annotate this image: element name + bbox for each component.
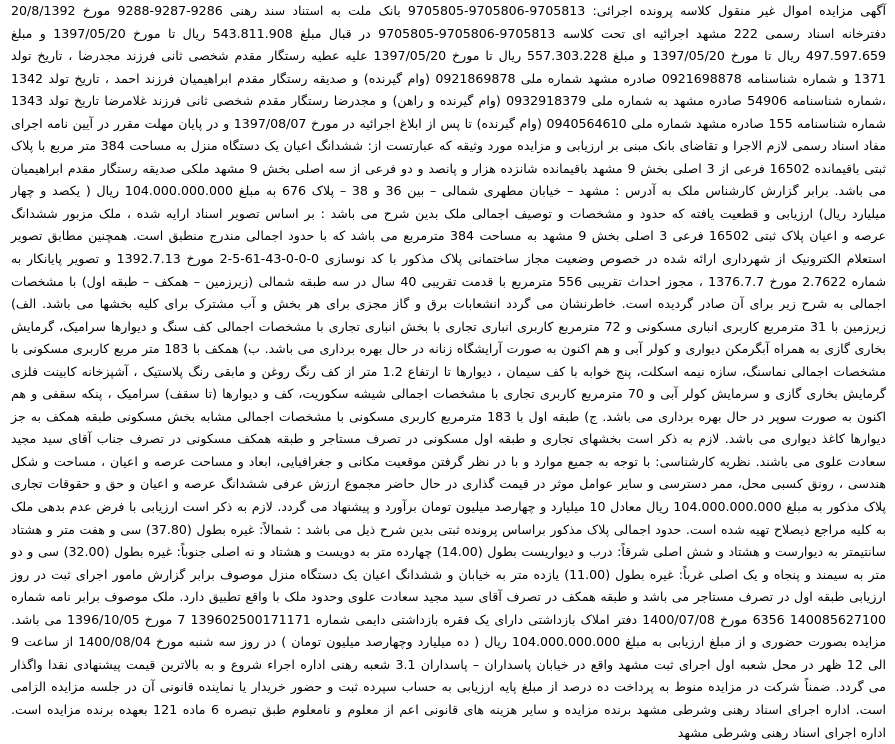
auction-notice-text: آگهی مزایده اموال غیر منقول کلاسه پرونده اجرائی: 9705813-9705806-9705805 بانک ملت به استناد سند رهنی 9286-9287-9288 مورخ 20/8/1392 دفترخانه اسناد رسمی 222 مشهد اجرائیه ای تحت کلاسه 9705813-9705806-9705805 در قبال مبلغ 543.811.908 ریال تا مورخ 1397/05/20 و مبلغ 497.597.659 ریال تا مورخ 1397/05/20 و مبلغ 557.303.228 ریال تا مورخ 1397/05/20 علیه عطیه رستگار مقدم شخصی ثانی فرزند مجدرضا ، تاریخ تولد 1371 و شماره شناسنامه 0921698878 صادره مشهد شماره ملی 0921869878 (وام گیرنده) و صدیقه رستگار مقدم ابراهیمیان فرزند احمد ، تاریخ تولد 1342 ،شماره شناسنامه 54906 صادره مشهد به شماره ملی 0932918379 (وام گیرنده و راهن) و مجدرضا رستگار مقدم شخصی ثانی فرزند غلامرضا تاریخ تولد 1343 شماره شناسنامه 155 صادره مشهد شماره ملی 0940564610 (وام گیرنده) تا پس از ابلاغ اجرائیه در مورخ 1397/08/07 و در پایان مهلت مقرر در آیین نامه اجرای مفاد اسناد رسمی لازم الاجرا و تقاضای بانک مبنی بر ارزیابی و مزایده مورد وثیقه که عبارتست از: ششدانگ اعیان یک دستگاه منزل به مساحت 384 متر مربع با پلاک ثبتی باقیمانده 16502 فرعی از 3 اصلی بخش 9 مشهد باقیمانده شانزده هزار و پانصد و دو فرعی از سه اصلی بخش 9 مشهد ملکی صدیقه رستگار مقدم ابراهیمیان می باشد. برابر گزارش کارشناس ملک به آدرس : مشهد – خیابان مطهری شمالی – بین 36 و 38 – پلاک 676 به مبلغ 104.000.000.000 ریال ( یکصد و چهار میلیارد ریال) ارزیابی و قطعیت یافته که حدود و مشخصات و توصیف اجمالی ملک بدین شرح می باشد : بر اساس تصویر اسناد ارایه شده ، ملک مزبور ششدانگ عرصه و اعیان پلاک ثبتی 16502 فرعی 3 اصلی بخش 9 مشهد به مساحت 384 مترمربع می باشد که با حدود اجمالی مندرج منطبق است. همچنین مطابق تصویر استعلام الکترونیک از شهرداری ارائه شده در خصوص وضعیت مجاز ساختمانی پلاک مذکور با کد نوسازی 0-0-0-43-61-5-2 مورخ 1392.7.13 و تصویر پایانکار به شماره 2.7622 مورخ 1376.7.7 ، مجوز احداث تقریبی 556 مترمربع با قدمت تقریبی 40 سال در سه طبقه شمالی (زیرزمین – همکف – طبقه اول) با مشخصات اجمالی به شرح زیر برای آن صادر گردیده است. خاطرنشان می گردد انشعابات برق و گاز مجزی برای هر بخش و آب مشترک برای کلیه بخشها می باشد. الف) زیرزمین با 31 مترمربع کاربری انباری مسکونی و 72 مترمربع کاربری انباری تجاری با بخش انباری تجاری با مشخصات اجمالی کف سنگ و دیوارها سرامیک، گرمایش بخاری گازی به همراه آبگرمکن دیواری و کولر آبی و هم اکنون به صورت آرایشگاه زنانه در حال بهره برداری می باشد. ب) همکف با 183 متر مربع کاربری مسکونی با مشخصات اجمالی نماسنگ، سازه نیمه اسکلت، پنج خوابه با کف سیمان ، دیوارها تا ارتفاع 1.2 متر از کف رنگ روغن و مابقی رنگ پلاستیک ، آشپزخانه کابینت فلزی گرمایش بخاری گازی و سرمایش کولر آبی و 70 مترمربع کاربری تجاری با مشخصات اجمالی شیشه سکوریت، کف و دیوارها (تا سقف) سرامیک ، پنکه سقفی و هم اکنون به صورت سوپر در حال بهره برداری می باشد. ج) طبقه اول با 183 مترمربع کاربری مسکونی با مشخصات اجمالی مشابه بخش مسکونی طبقه همکف به جز دیوارها کاغذ دیواری می باشد. لازم به ذکر است بخشهای تجاری و طبقه اول مسکونی در تصرف مستاجر و طبقه همکف مسکونی در تصرف جناب آقای سید مجید سعادت علوی می باشند. نظریه کارشناسی: با توجه به جمیع موارد و با در نظر گرفتن موقعیت مکانی و جغرافیایی، ابعاد و مساحت عرصه و اعیان ، مساحت و شکل هندسی ، رونق کسبی محل، ممر دسترسی و سایر عوامل موثر در قیمت گذاری در حال حاضر مجموع ارزش عرفی ششدانگ عرصه و اعیان و حق و حقوقات تجاری پلاک مذکور به مبلغ 104.000.000.000 ریال معادل 10 میلیارد و چهارصد میلیون تومان برآورد و پیشنهاد می گردد. لازم به ذکر است ارزیابی با فرض عدم بدهی ملک به کلیه مراجع ذیصلاح تهیه شده است. حدود اجمالی پلاک مذکور براساس پرونده ثبتی بدین شرح ذیل می باشد : شمالاً: غیره بطول (37.80) سی و هفت متر و هشتاد سانتیمتر به دیوارست و هشتاد و شش اصلی شرقاً: درب و دیواریست بطول (14.00) چهارده متر به دویست و هشتاد و نه اصلی جنوباً: غیره بطول (32.00) سی و دو متر به سیمند و پنجاه و یک اصلی غرباً: غیره بطول (11.00) یازده متر به خیابان و ششدانگ اعیان یک دستگاه منزل موصوف برابر گزارش مامور اجرای ثبت در روز ارزیابی طبقه اول در تصرف مستاجر می باشد و طبقه همکف در تصرف آقای سید مجید سعادت علوی وحدود ملک با واقع تطبیق دارد. ملک موصوف برابر نامه شماره 140085627100 6356 مورخ 1400/07/08 دفتر املاک بازداشتی دارای یک فقره بازداشتی دایمی شماره 139602500171171 7 مورخ 1396/10/05 می باشد. مزایده بصورت حضوری و از مبلغ ارزیابی به مبلغ 104.000.000.000 ریال ( ده میلیارد وچهارصد میلیون تومان ) در روز سه شنبه مورخ 1400/08/04 از ساعت 9 الی 12 ظهر در محل شعبه اول اجرای ثبت مشهد واقع در خیابان پاسداران – پاسداران 3.1 شعبه رهنی اداره اجراء شروع و به بالاترین قیمت پیشنهادی نقدا واگذار می گردد. ضمناً شرکت در مزایده منوط به پرداخت ده درصد از مبلغ پایه ارزیابی به حساب سپرده ثبت و حضور خریدار یا نماینده قانونی آن در جلسه مزایده الزامی است. اداره اجرای اسناد رهنی وشرطی مشهد برنده مزایده و سایر هزینه های قانونی اعم از معلوم و نامعلوم طبق تبصره 6 ماده 121 بعهده برنده مزایده است. اداره اجرای اسناد رهنی وشرطی مشهد <box>11 3 887 740</box>
